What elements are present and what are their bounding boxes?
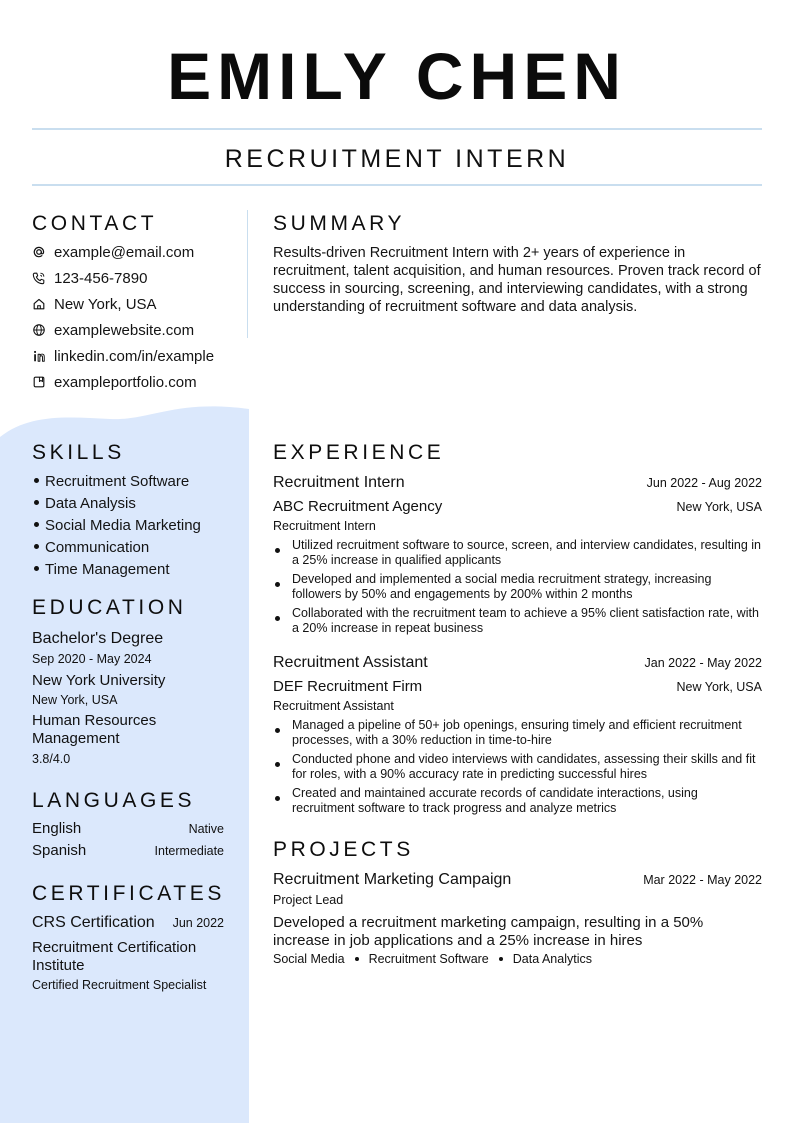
job-company: ABC Recruitment Agency: [273, 498, 443, 515]
job-header: [273, 654, 762, 672]
contact-linkedin[interactable]: [32, 345, 214, 367]
education-dates: Sep 2020 - May 2024: [32, 652, 152, 666]
project-role: Project Lead: [273, 893, 344, 907]
languages-heading: LANGUAGES: [32, 789, 196, 812]
project-name: Recruitment Marketing Campaign: [273, 871, 512, 888]
project-header: [273, 871, 762, 889]
job-dates: Jan 2022 - May 2022: [644, 656, 762, 670]
skill-item: Communication: [32, 538, 149, 558]
project-description: Developed a recruitment marketing campaign, resulting in a 50% increase in job applications and a 25% increase in hires: [273, 914, 704, 949]
language-name: English: [32, 820, 82, 837]
job-bullet: Conducted phone and video interviews with candidates, assessing their skills and fit for roles, with a 90% accuracy rate in predicting successful hires: [273, 752, 763, 782]
summary-text: Results-driven Recruitment Intern with 2+ years of experience in recruitment, talent acquisition, and human resources. Proven track record of success in sourcing, screening, and interviewing candidates, with a strong understanding of recruitment software and data analysis.: [273, 245, 761, 315]
contact-linkedin-text: linkedin.com/in/example: [54, 347, 215, 365]
job-dates: Jun 2022 - Aug 2022: [646, 476, 762, 490]
candidate-name: EMILY CHEN: [167, 39, 627, 113]
skill-item: Time Management: [32, 560, 170, 580]
job-company: DEF Recruitment Firm: [273, 678, 423, 695]
project-tag: Social Media: [273, 952, 345, 966]
job-role: Recruitment Assistant: [273, 699, 394, 713]
contact-website[interactable]: [32, 319, 194, 341]
skills-heading: SKILLS: [32, 441, 125, 464]
experience-heading: EXPERIENCE: [273, 441, 445, 464]
job-bullet: Developed and implemented a social media recruitment strategy, increasing followers by 50% and engagements by 200% within 2 months: [273, 572, 763, 602]
at-icon: [32, 245, 46, 259]
contact-email-text: example@email.com: [54, 243, 195, 261]
contact-phone[interactable]: [32, 267, 147, 289]
project-tag: Recruitment Software: [368, 952, 489, 966]
project-tags: [273, 952, 592, 966]
home-icon: [32, 297, 46, 311]
job-bullet: Utilized recruitment software to source, screen, and interview candidates, resulting in a 25% increase in qualified applicants: [273, 538, 763, 568]
phone-icon: [32, 271, 46, 285]
job-bullet: Collaborated with the recruitment team to achieve a 95% client satisfaction rate, with a 20% increase in repeat business: [273, 606, 763, 636]
certificate-name: Recruitment Certification Institute: [32, 939, 197, 974]
job-company-row: [273, 498, 762, 515]
skill-item: Recruitment Software: [32, 472, 189, 492]
job-bullet: Created and maintained accurate records of candidate interactions, using recruitment software to track progress and analyze metrics: [273, 786, 763, 816]
skill-item: Social Media Marketing: [32, 516, 201, 536]
contact-location-text: New York, USA: [54, 295, 157, 313]
contact-location: [32, 293, 157, 315]
contact-website-text: examplewebsite.com: [54, 321, 195, 339]
education-heading: EDUCATION: [32, 596, 187, 619]
linkedin-icon: [32, 349, 46, 363]
certificates-heading: CERTIFICATES: [32, 882, 225, 905]
contact-phone-text: 123-456-7890: [54, 269, 148, 287]
project-dates: Mar 2022 - May 2022: [643, 873, 762, 887]
job-role: Recruitment Intern: [273, 519, 376, 533]
language-row: [32, 842, 224, 859]
job-company-row: [273, 678, 762, 695]
education-field: Human Resources Management: [32, 712, 157, 747]
header-divider-top: [32, 128, 762, 130]
job-header: [273, 474, 762, 492]
project-tag: Data Analytics: [512, 952, 592, 966]
portfolio-icon: [32, 375, 46, 389]
education-gpa: 3.8/4.0: [32, 752, 71, 766]
header-divider-bottom: [32, 184, 762, 186]
contact-portfolio[interactable]: [32, 371, 197, 393]
certificate-note: Certified Recruitment Specialist: [32, 978, 207, 992]
column-divider: [247, 210, 248, 338]
language-row: [32, 820, 224, 837]
language-level: Native: [188, 822, 224, 836]
summary-heading: SUMMARY: [273, 212, 406, 235]
projects-heading: PROJECTS: [273, 838, 414, 861]
globe-icon: [32, 323, 46, 337]
certificate-date: Jun 2022: [172, 916, 224, 930]
job-location: New York, USA: [676, 500, 762, 514]
education-school: New York University: [32, 672, 166, 689]
job-title: Recruitment Assistant: [273, 654, 428, 671]
contact-heading: CONTACT: [32, 212, 158, 235]
certificate-name: CRS Certification: [32, 914, 155, 931]
language-level: Intermediate: [154, 844, 224, 858]
education-degree: Bachelor's Degree: [32, 630, 164, 647]
candidate-role: RECRUITMENT INTERN: [224, 145, 570, 173]
contact-email[interactable]: [32, 241, 194, 263]
job-title: Recruitment Intern: [273, 474, 405, 491]
job-bullet: Managed a pipeline of 50+ job openings, ensuring timely and efficient recruitment processes, with a 30% reduction in time-to-hire: [273, 718, 763, 748]
job-location: New York, USA: [676, 680, 762, 694]
contact-portfolio-text: exampleportfolio.com: [54, 373, 197, 391]
language-name: Spanish: [32, 842, 87, 859]
certificate-row: [32, 914, 224, 932]
education-location: New York, USA: [32, 693, 118, 707]
skill-item: Data Analysis: [32, 494, 136, 514]
